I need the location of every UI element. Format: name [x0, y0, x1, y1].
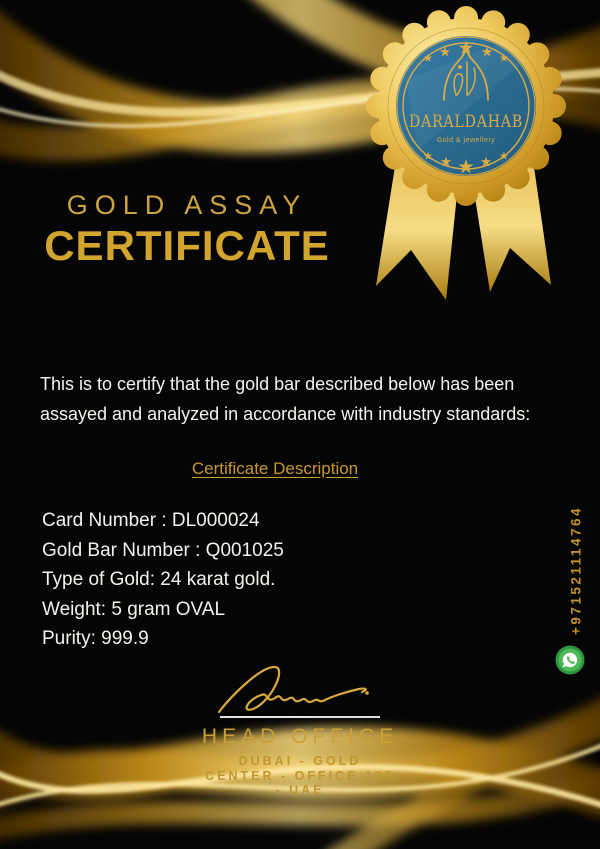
certificate-description-heading: Certificate Description: [191, 459, 359, 478]
whatsapp-icon: [554, 644, 586, 676]
phone-number: +971521114764: [568, 506, 584, 636]
head-office-label: HEAD OFFICE: [201, 725, 399, 748]
detail-weight: Weight: 5 gram OVAL: [42, 598, 226, 620]
detail-gold-bar-number: Gold Bar Number : Q001025: [42, 539, 284, 561]
office-address: [148, 754, 452, 798]
footer-block: [148, 725, 452, 798]
address-line-2: CENTER - OFFICE 135: [205, 768, 395, 783]
signature-divider: [220, 716, 380, 718]
detail-type-of-gold: Type of Gold: 24 karat gold.: [42, 569, 276, 590]
brand-tagline: Gold & jewellery: [436, 137, 496, 144]
certify-statement: This is to certify that the gold bar described below has been assayed and analyzed in accordance with industry standards:: [40, 374, 531, 424]
signature-icon: [213, 662, 385, 716]
address-line-1: DUBAI - GOLD: [238, 754, 362, 768]
page-title: CERTIFICATE: [44, 222, 330, 269]
title-block: [38, 190, 336, 270]
detail-purity: Purity: 999.9: [42, 628, 149, 649]
brand-logo: [396, 36, 536, 176]
detail-card-number: Card Number : DL000024: [42, 510, 260, 531]
section-heading-wrap: [40, 459, 510, 479]
certificate-details: [42, 506, 284, 654]
page-title-kicker: GOLD ASSAY: [66, 190, 308, 220]
brand-name: DARALDAHAB: [409, 112, 523, 132]
award-badge: [358, 0, 574, 312]
address-line-3: - UAE: [275, 783, 325, 797]
